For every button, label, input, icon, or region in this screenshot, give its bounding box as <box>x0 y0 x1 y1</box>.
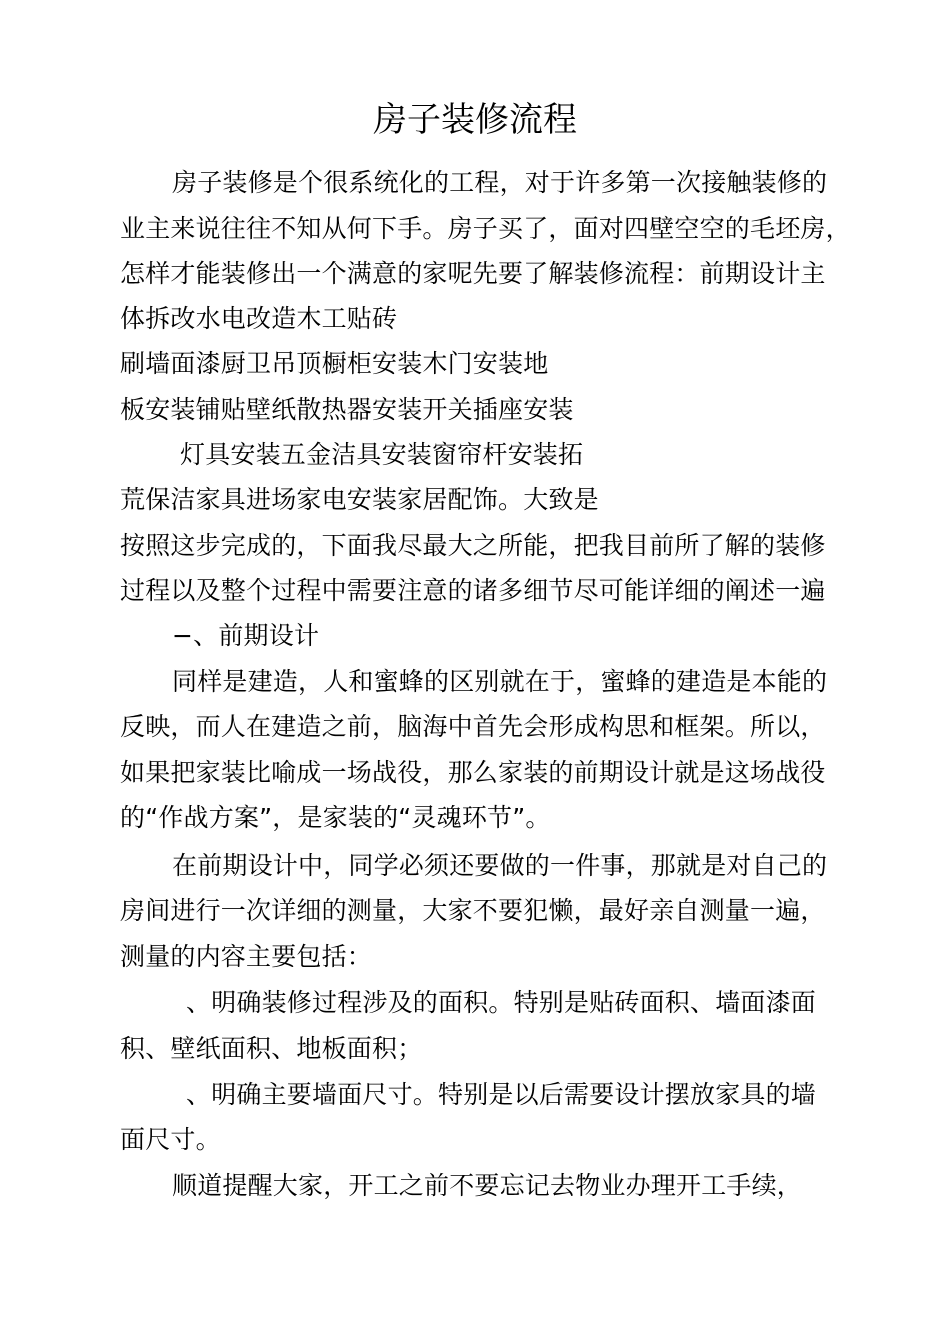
paragraph-line-4: 体拆改水电改造木工贴砖 <box>120 304 398 333</box>
paragraph-line-7: 灯具安装五金洁具安装窗帘杆安装拓 <box>180 440 584 469</box>
document-title: 房子装修流程 <box>373 100 577 140</box>
list-item-line-2: 积、壁纸面积、地板面积； <box>120 1034 423 1063</box>
paragraph-line-12: 同样是建造，人和蜜蜂的区别就在于，蜜蜂的建造是本能的 <box>172 667 828 696</box>
paragraph-line-2: 业主来说往往不知从何下手。房子买了，面对四壁空空的毛坯房， <box>120 214 851 243</box>
paragraph-line-23: 顺道提醒大家，开工之前不要忘记去物业办理开工手续， <box>172 1171 803 1200</box>
list-item-line-4: 面尺寸。 <box>120 1125 221 1154</box>
paragraph-line-13: 反映，而人在建造之前，脑海中首先会形成构思和框架。所以， <box>120 712 826 741</box>
paragraph-line-17: 房间进行一次详细的测量，大家不要犯懒，最好亲自测量一遍， <box>120 896 826 925</box>
paragraph-line-8: 荒保洁家具进场家电安装家居配饰。大致是 <box>120 485 599 514</box>
paragraph-line-18: 测量的内容主要包括： <box>120 942 373 971</box>
paragraph-line-1: 房子装修是个很系统化的工程，对于许多第一次接触装修的 <box>172 168 828 197</box>
paragraph-line-5: 刷墙面漆厨卫吊顶橱柜安装木门安装地 <box>120 349 549 378</box>
paragraph-line-3: 怎样才能装修出一个满意的家呢先要了解装修流程：前期设计主 <box>120 259 826 288</box>
list-item-line-1: 、明确装修过程涉及的面积。特别是贴砖面积、墙面漆面 <box>186 988 817 1017</box>
paragraph-line-6: 板安装铺贴壁纸散热器安装开关插座安装 <box>120 395 574 424</box>
list-item-line-3: 、明确主要墙面尺寸。特别是以后需要设计摆放家具的墙 <box>186 1080 817 1109</box>
paragraph-line-10: 过程以及整个过程中需要注意的诸多细节尽可能详细的阐述一遍 <box>120 576 826 605</box>
paragraph-line-14: 如果把家装比喻成一场战役，那么家装的前期设计就是这场战役 <box>120 758 826 787</box>
paragraph-line-9: 按照这步完成的，下面我尽最大之所能，把我目前所了解的装修 <box>120 531 826 560</box>
paragraph-line-16: 在前期设计中，同学必须还要做的一件事，那就是对自己的 <box>172 851 828 880</box>
section-heading: −、前期设计 <box>172 621 320 650</box>
paragraph-line-15: 的“作战方案”，是家装的“灵魂环节”。 <box>120 803 551 832</box>
